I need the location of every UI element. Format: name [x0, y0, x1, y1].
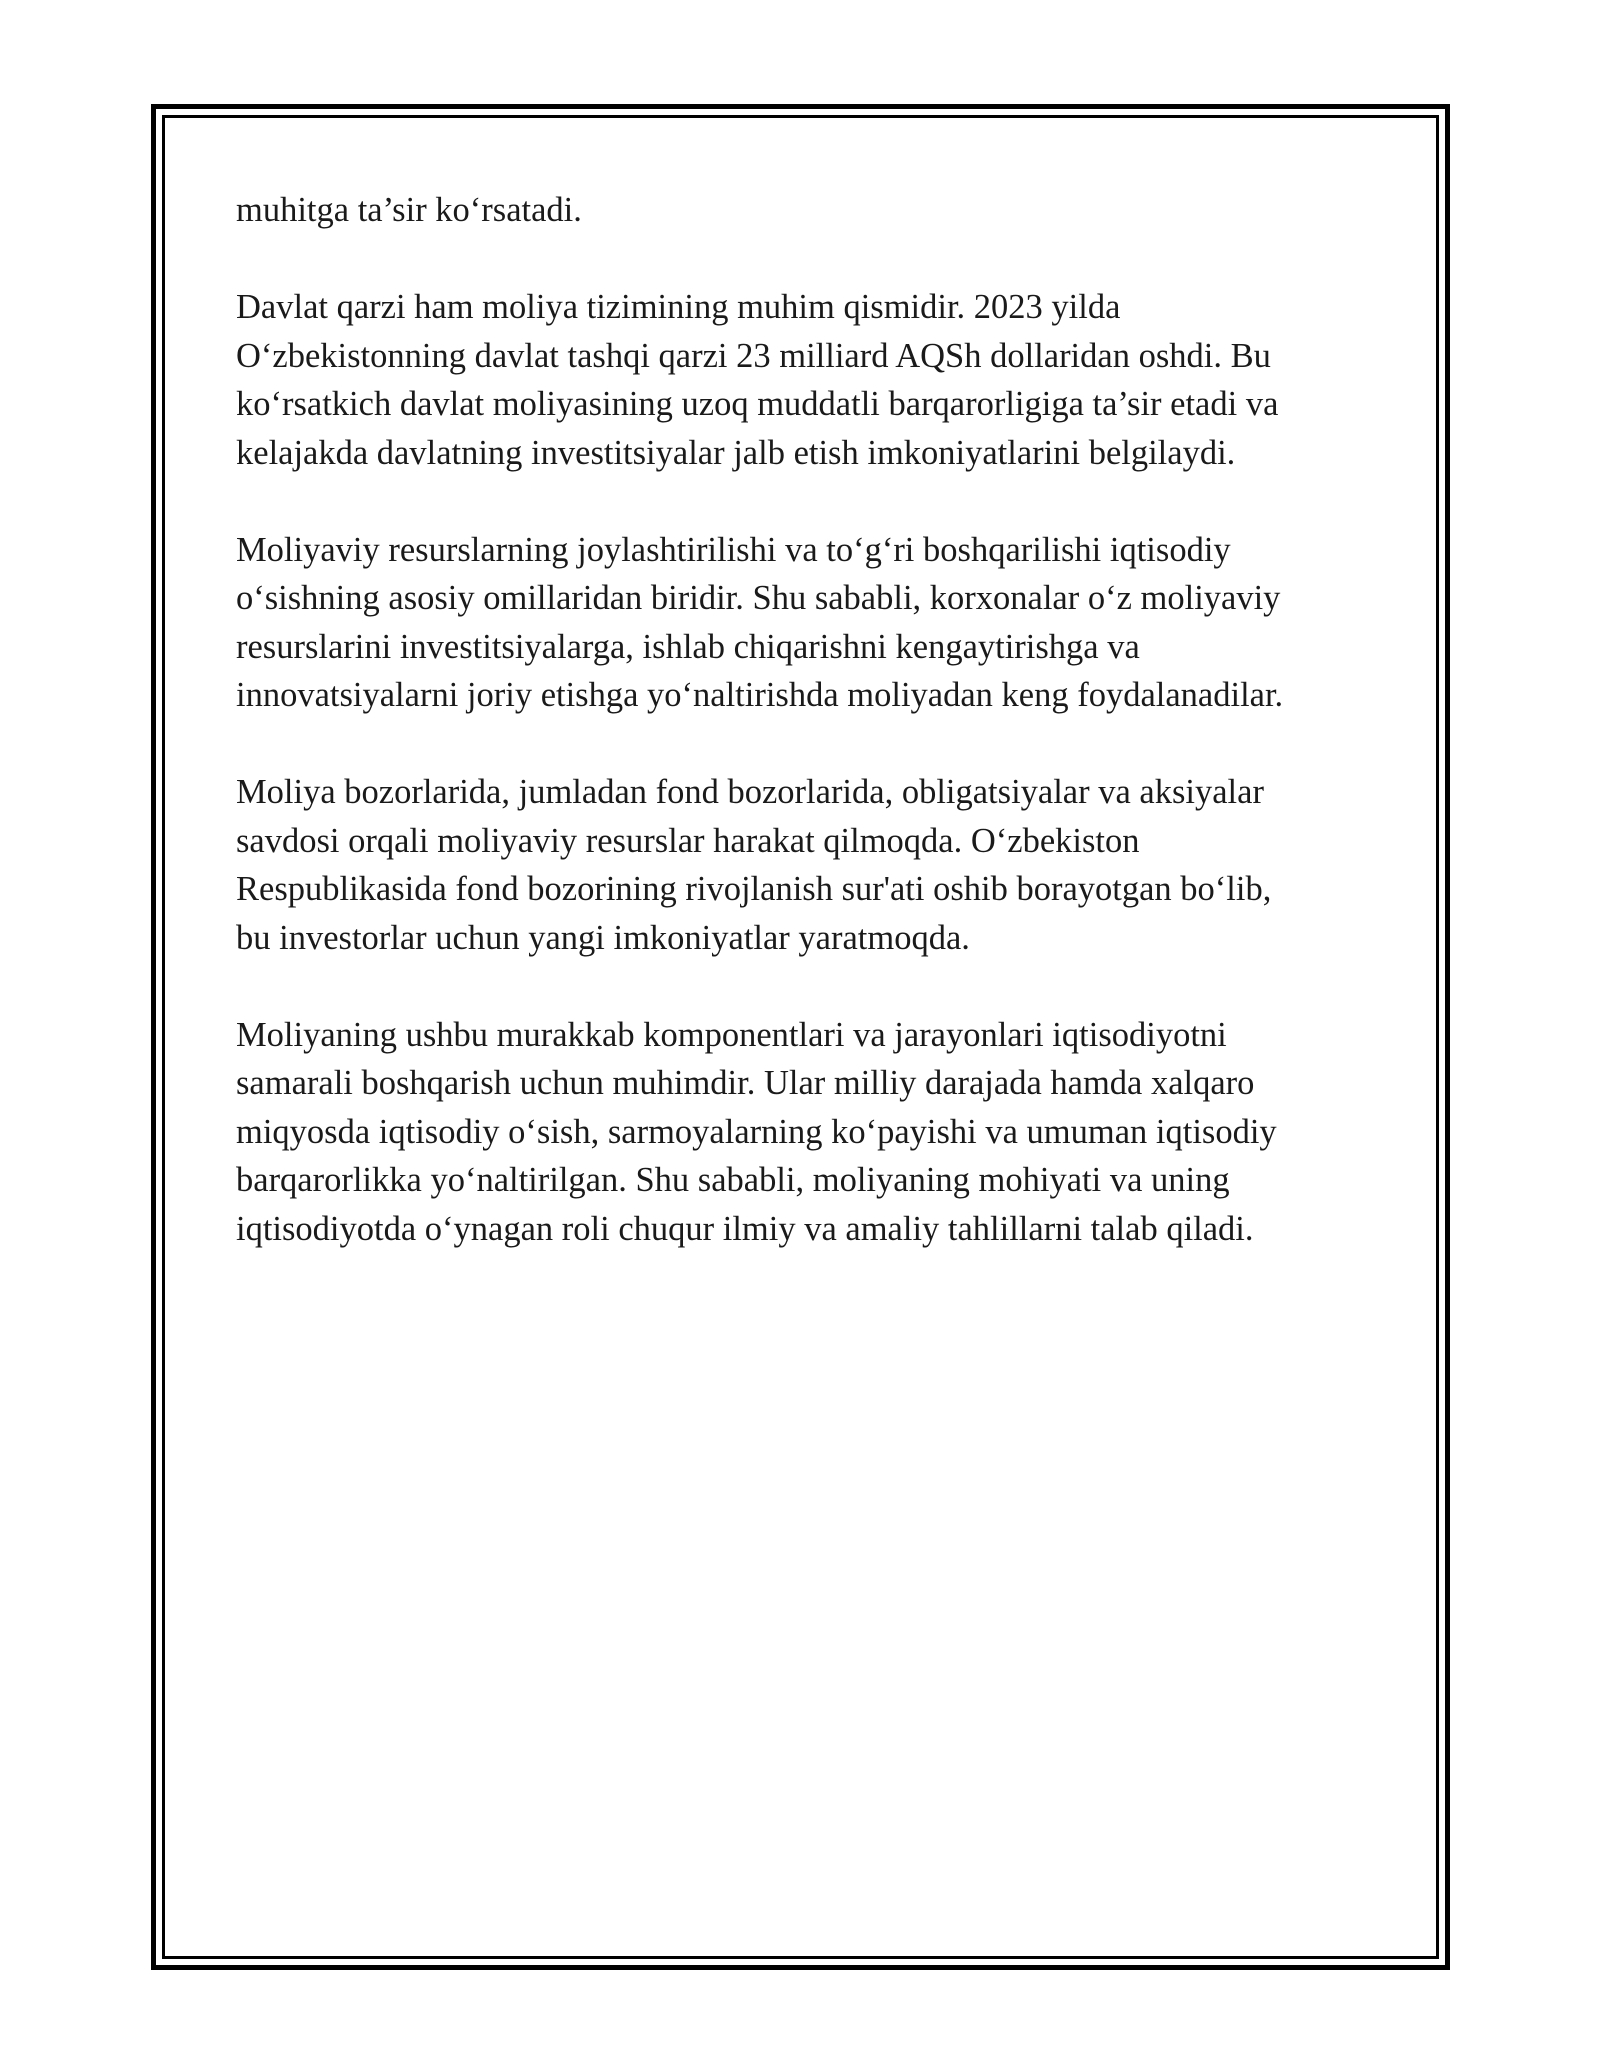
document-body — [236, 186, 1416, 1253]
paragraph-line: ko‘rsatkich davlat moliyasining uzoq muddatli barqarorligiga ta’sir etadi va — [236, 385, 1279, 423]
paragraph-spacer — [236, 962, 1416, 1011]
paragraph-spacer — [236, 720, 1416, 769]
paragraph — [236, 186, 1416, 235]
paragraph-line: resurslarini investitsiyalarga, ishlab chiqarishni kengaytirishga va — [236, 627, 1140, 666]
paragraph-line: miqyosda iqtisodiy o‘sish, sarmoyalarning ko‘payishi va umuman iqtisodiy — [236, 1112, 1277, 1151]
paragraph-line: O‘zbekistonning davlat tashqi qarzi 23 milliard AQSh dollaridan oshdi. Bu — [236, 336, 1271, 375]
paragraph-line: barqarorlikka yo‘naltirilgan. Shu sababli, moliyaning mohiyati va uning — [236, 1161, 1230, 1199]
paragraph-line: muhitga ta’sir ko‘rsatadi. — [236, 191, 582, 229]
paragraph-line: Davlat qarzi ham moliya tizimining muhim qismidir. 2023 yilda — [236, 288, 1121, 326]
paragraph-line: Moliyaning ushbu murakkab komponentlari va jarayonlari iqtisodiyotni — [236, 1015, 1227, 1054]
paragraph-line: Moliyaviy resurslarning joylashtirilishi va to‘g‘ri boshqarilishi iqtisodiy — [236, 530, 1231, 569]
paragraph-line: samarali boshqarish uchun muhimdir. Ular milliy darajada hamda xalqaro — [236, 1064, 1255, 1102]
paragraph-line: iqtisodiyotda o‘ynagan roli chuqur ilmiy va amaliy tahlillarni talab qiladi. — [236, 1209, 1254, 1248]
paragraph-line: innovatsiyalarni joriy etishga yo‘naltirishda moliyadan keng foydalanadilar. — [236, 676, 1284, 714]
paragraph-spacer — [236, 477, 1416, 526]
paragraph-line: Moliya bozorlarida, jumladan fond bozorlarida, obligatsiyalar va aksiyalar — [236, 773, 1264, 811]
paragraph-line: Respublikasida fond bozorining rivojlanish sur'ati oshib borayotgan bo‘lib, — [236, 870, 1272, 908]
paragraph-line: savdosi orqali moliyaviy resurslar harakat qilmoqda. O‘zbekiston — [236, 821, 1140, 860]
paragraph — [236, 526, 1416, 720]
paragraph-line: o‘sishning asosiy omillaridan biridir. Shu sababli, korxonalar o‘z moliyaviy — [236, 579, 1281, 617]
paragraph — [236, 768, 1416, 962]
paragraph-line: bu investorlar uchun yangi imkoniyatlar yaratmoqda. — [236, 918, 970, 957]
paragraph-line: kelajakda davlatning investitsiyalar jalb etish imkoniyatlarini belgilaydi. — [236, 433, 1236, 472]
paragraph-spacer — [236, 235, 1416, 284]
paragraph — [236, 283, 1416, 477]
paragraph — [236, 1011, 1416, 1254]
